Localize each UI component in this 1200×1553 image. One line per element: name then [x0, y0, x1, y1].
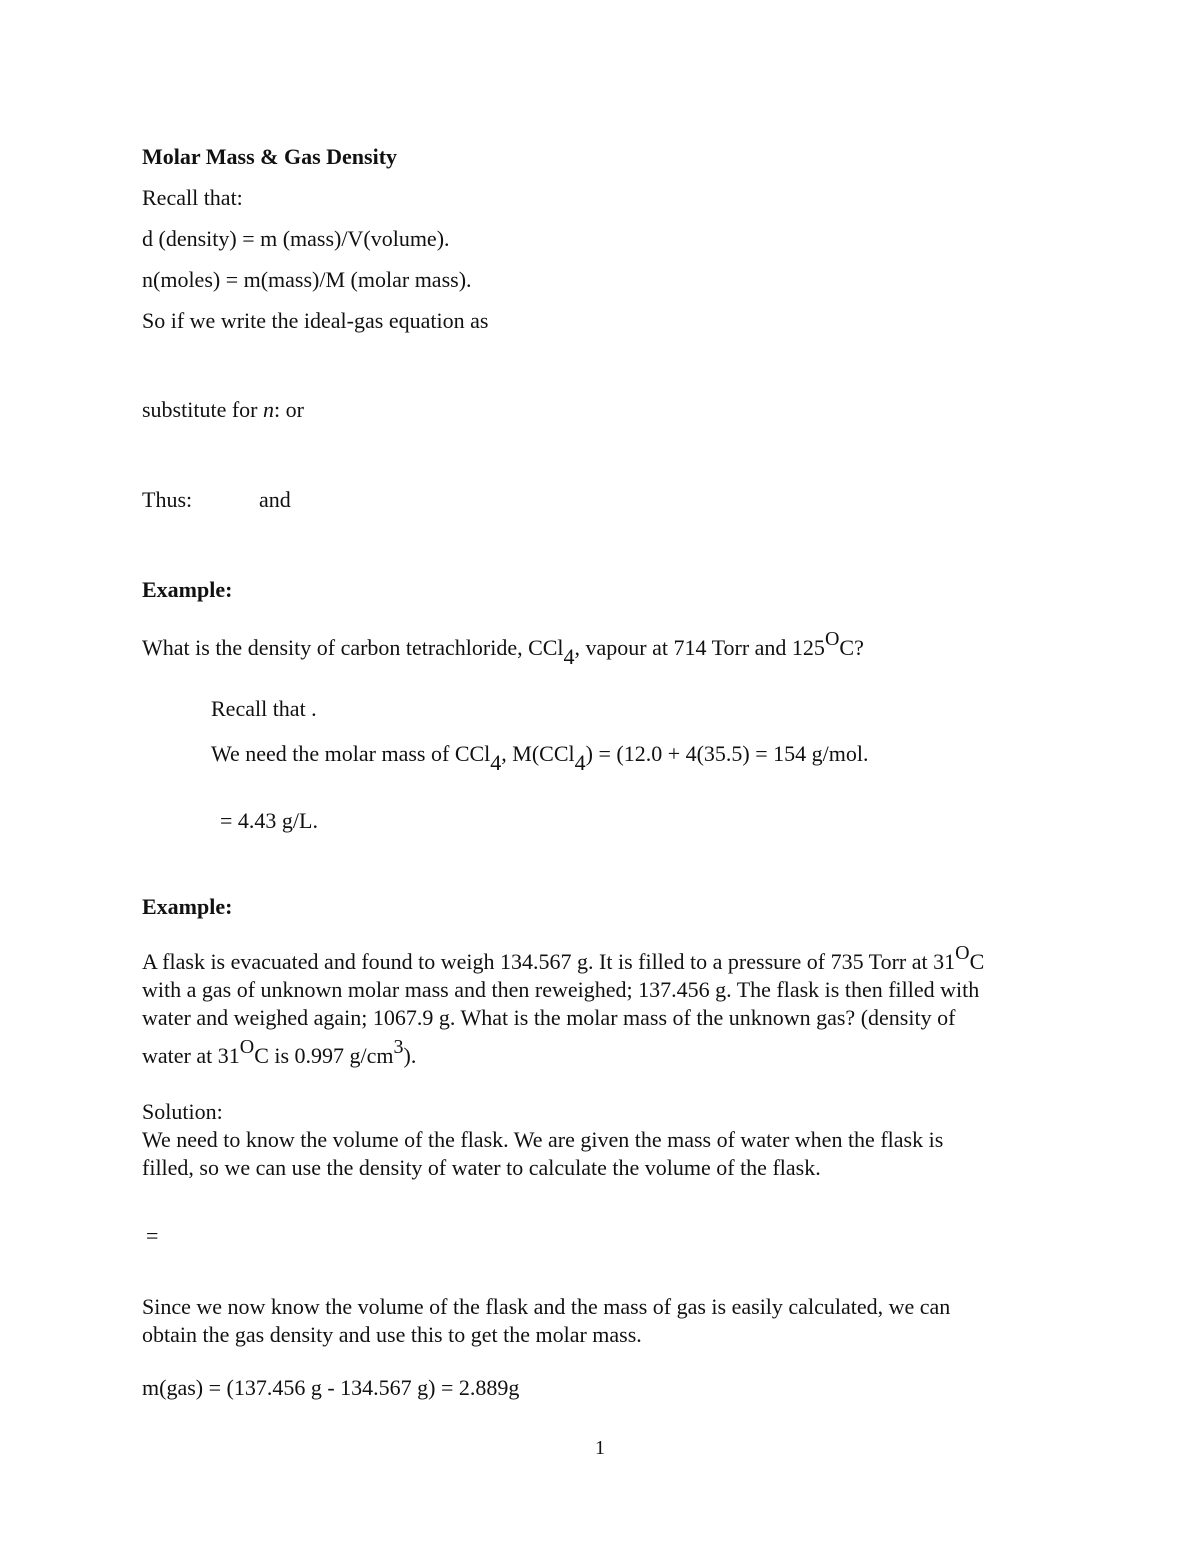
volume-equation: = — [146, 1223, 159, 1248]
moles-definition: n(moles) = m(mass)/M (molar mass). — [142, 267, 472, 292]
example-1-question — [142, 628, 864, 669]
subscript: 4 — [490, 750, 502, 775]
recall-intro: Recall that: — [142, 185, 243, 210]
question-text: , vapour at 714 Torr and 125 — [574, 635, 825, 660]
example-1-result: = 4.43 g/L. — [220, 808, 318, 833]
question-text: C? — [839, 635, 864, 660]
and-label: and — [259, 487, 291, 512]
substitute-end: : or — [274, 397, 304, 422]
solution-block — [142, 1098, 1057, 1182]
explanation-line: Since we now know the volume of the flask and the mass of gas is easily calculated, we can — [142, 1294, 951, 1319]
example-2-heading: Example: — [142, 894, 233, 919]
question-line: with a gas of unknown molar mass and then reweighed; 137.456 g. The flask is then filled with — [142, 977, 980, 1002]
example-2-question — [142, 942, 1057, 1070]
molar-mass-text: , M(CCl — [501, 741, 575, 766]
example-1-molar-mass — [211, 740, 869, 775]
thus-label: Thus: — [142, 487, 193, 512]
question-text: water at 31 — [142, 1043, 240, 1068]
substitute-variable: n — [263, 397, 274, 422]
example-1-recall: Recall that . — [211, 696, 317, 721]
cubed-superscript: 3 — [393, 1036, 404, 1058]
question-text: C — [969, 949, 985, 974]
question-line: water and weighed again; 1067.9 g. What is the molar mass of the unknown gas? (density of — [142, 1005, 956, 1030]
density-definition: d (density) = m (mass)/V(volume). — [142, 226, 450, 251]
page-number: 1 — [595, 1437, 605, 1459]
density-explanation — [142, 1293, 1057, 1349]
subscript: 4 — [574, 750, 586, 775]
explanation-line: obtain the gas density and use this to get the molar mass. — [142, 1322, 642, 1347]
question-text: What is the density of carbon tetrachloride, CCl — [142, 635, 564, 660]
question-text: A flask is evacuated and found to weigh 134.567 g. It is filled to a pressure of 735 Torr at 31 — [142, 949, 956, 974]
solution-label: Solution: — [142, 1099, 223, 1124]
subscript: 4 — [563, 644, 575, 669]
page-title: Molar Mass & Gas Density — [142, 144, 398, 169]
substitute-text: substitute for — [142, 397, 263, 422]
question-text: ). — [403, 1043, 417, 1068]
question-text: C is 0.997 g/cm — [254, 1043, 394, 1068]
degree-superscript: O — [824, 628, 840, 650]
degree-superscript: O — [239, 1036, 255, 1058]
example-1-heading: Example: — [142, 577, 233, 602]
question-line — [142, 942, 1057, 976]
gas-mass-calculation: m(gas) = (137.456 g - 134.567 g) = 2.889g — [142, 1375, 520, 1400]
ideal-gas-intro: So if we write the ideal-gas equation as — [142, 308, 489, 333]
question-line — [142, 1036, 1057, 1070]
solution-line: filled, so we can use the density of water to calculate the volume of the flask. — [142, 1155, 821, 1180]
molar-mass-text: ) = (12.0 + 4(35.5) = 154 g/mol. — [585, 741, 869, 766]
molar-mass-text: We need the molar mass of CCl — [211, 741, 491, 766]
degree-superscript: O — [955, 942, 970, 964]
solution-line: We need to know the volume of the flask. We are given the mass of water when the flask is — [142, 1127, 944, 1152]
substitute-line — [142, 396, 304, 424]
